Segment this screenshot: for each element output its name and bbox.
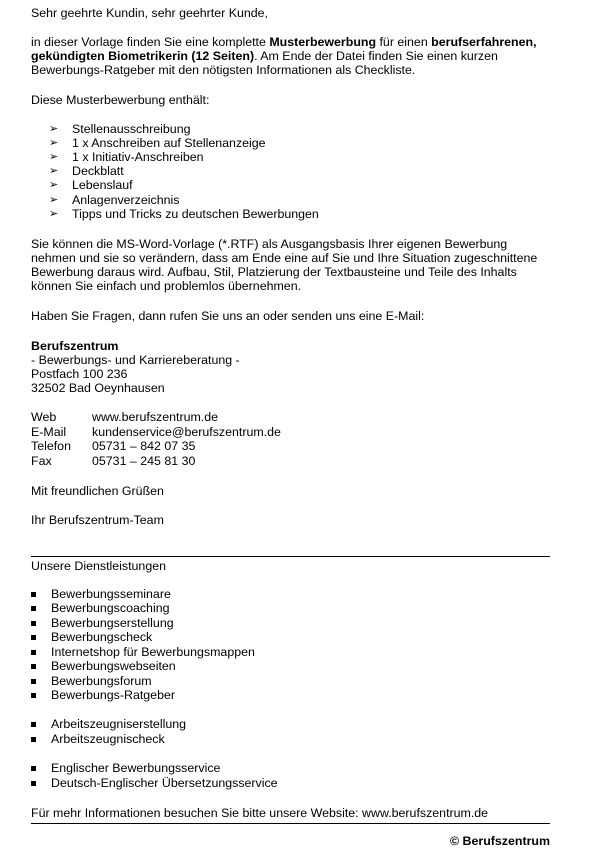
square-bullet-icon	[31, 737, 36, 742]
list-item: Stellenausschreibung	[72, 122, 191, 136]
list-item: Deutsch-Englischer Übersetzungsservice	[51, 776, 278, 790]
list-item: Tipps und Tricks zu deutschen Bewerbungen	[72, 207, 319, 221]
list-item: Bewerbungsseminare	[51, 587, 171, 601]
intro-line-2	[31, 49, 498, 63]
contact-label: Web	[31, 410, 57, 424]
intro-bold-1: Musterbewerbung	[269, 35, 377, 49]
square-bullet-icon	[31, 766, 36, 771]
intro-line-1	[31, 35, 537, 49]
intro-bold-2: berufserfahrenen,	[431, 35, 537, 49]
signature: Ihr Berufszentrum-Team	[31, 513, 164, 527]
intro-text-1: in dieser Vorlage finden Sie eine komplette	[31, 35, 270, 49]
copyright: © Berufszentrum	[449, 834, 550, 848]
square-bullet-icon	[31, 693, 36, 698]
more-info-text: Für mehr Informationen besuchen Sie bitte unsere Website: www.berufszentrum.de	[31, 806, 489, 820]
arrow-bullet-icon: ➢	[49, 123, 59, 135]
intro-line-3: Bewerbungs-Ratgeber mit den nötigsten Informationen als Checkliste.	[31, 63, 416, 77]
list-item: Bewerbungswebseiten	[51, 659, 176, 673]
company-city: 32502 Bad Oeynhausen	[31, 381, 165, 395]
contact-fax: 05731 – 245 81 30	[92, 454, 196, 468]
square-bullet-icon	[31, 722, 36, 727]
list-item: Arbeitszeugniserstellung	[51, 717, 186, 731]
divider-top	[31, 556, 550, 557]
list-item: Arbeitszeugnischeck	[51, 732, 165, 746]
intro-bold-3: gekündigten Biometrikerin (12 Seiten)	[31, 49, 255, 63]
square-bullet-icon	[31, 650, 36, 655]
contact-web: www.berufszentrum.de	[92, 410, 219, 424]
template-note-line-3: Bewerbung daraus wird. Aufbau, Stil, Platzierung der Textbausteine und Teile des Inhalts	[31, 265, 517, 279]
list-item: Bewerbungserstellung	[51, 616, 174, 630]
salutation: Sehr geehrte Kundin, sehr geehrter Kunde,	[31, 6, 268, 20]
intro-text-3: . Am Ende der Datei finden Sie einen kurzen	[254, 49, 498, 63]
arrow-bullet-icon: ➢	[49, 194, 59, 206]
closing: Mit freundlichen Grüßen	[31, 484, 164, 498]
square-bullet-icon	[31, 592, 36, 597]
questions-text: Haben Sie Fragen, dann rufen Sie uns an oder senden uns eine E-Mail:	[31, 309, 425, 323]
square-bullet-icon	[31, 621, 36, 626]
arrow-bullet-icon: ➢	[49, 165, 59, 177]
list-item: Bewerbungscheck	[51, 630, 153, 644]
contact-email: kundenservice@berufszentrum.de	[92, 425, 281, 439]
template-note-line-1: Sie können die MS-Word-Vorlage (*.RTF) als Ausgangsbasis Ihrer eigenen Bewerbung	[31, 237, 508, 251]
template-note-line-4: können Sie einfach und problemlos übernehmen.	[31, 279, 302, 293]
list-item: Anlagenverzeichnis	[72, 193, 180, 207]
square-bullet-icon	[31, 635, 36, 640]
arrow-bullet-icon: ➢	[49, 208, 59, 220]
square-bullet-icon	[31, 606, 36, 611]
intro-text-2: für einen	[376, 35, 432, 49]
list-item: Bewerbungs-Ratgeber	[51, 688, 175, 702]
company-tagline: - Bewerbungs- und Karriereberatung -	[31, 353, 240, 367]
square-bullet-icon	[31, 679, 36, 684]
list-item: Deckblatt	[72, 164, 124, 178]
list-item: Bewerbungscoaching	[51, 601, 170, 615]
list-item: Lebenslauf	[72, 178, 133, 192]
list-item: Bewerbungsforum	[51, 674, 152, 688]
arrow-bullet-icon: ➢	[49, 179, 59, 191]
contact-label: E-Mail	[31, 425, 67, 439]
square-bullet-icon	[31, 664, 36, 669]
list-item: 1 x Anschreiben auf Stellenanzeige	[72, 136, 266, 150]
contains-heading: Diese Musterbewerbung enthält:	[31, 93, 210, 107]
list-item: Englischer Bewerbungsservice	[51, 761, 221, 775]
square-bullet-icon	[31, 781, 36, 786]
template-note-line-2: nehmen und sie so verändern, dass am Ende eine auf Sie und Ihre Situation zugeschnittene	[31, 251, 538, 265]
list-item: 1 x Initiativ-Anschreiben	[72, 150, 204, 164]
services-heading: Unsere Dienstleistungen	[31, 559, 166, 573]
arrow-bullet-icon: ➢	[49, 151, 59, 163]
contact-label: Fax	[31, 454, 52, 468]
divider-bottom	[31, 823, 550, 824]
contact-label: Telefon	[31, 439, 71, 453]
company-name: Berufszentrum	[31, 339, 119, 353]
company-pobox: Postfach 100 236	[31, 367, 128, 381]
contact-phone: 05731 – 842 07 35	[92, 439, 196, 453]
arrow-bullet-icon: ➢	[49, 137, 59, 149]
list-item: Internetshop für Bewerbungsmappen	[51, 645, 255, 659]
